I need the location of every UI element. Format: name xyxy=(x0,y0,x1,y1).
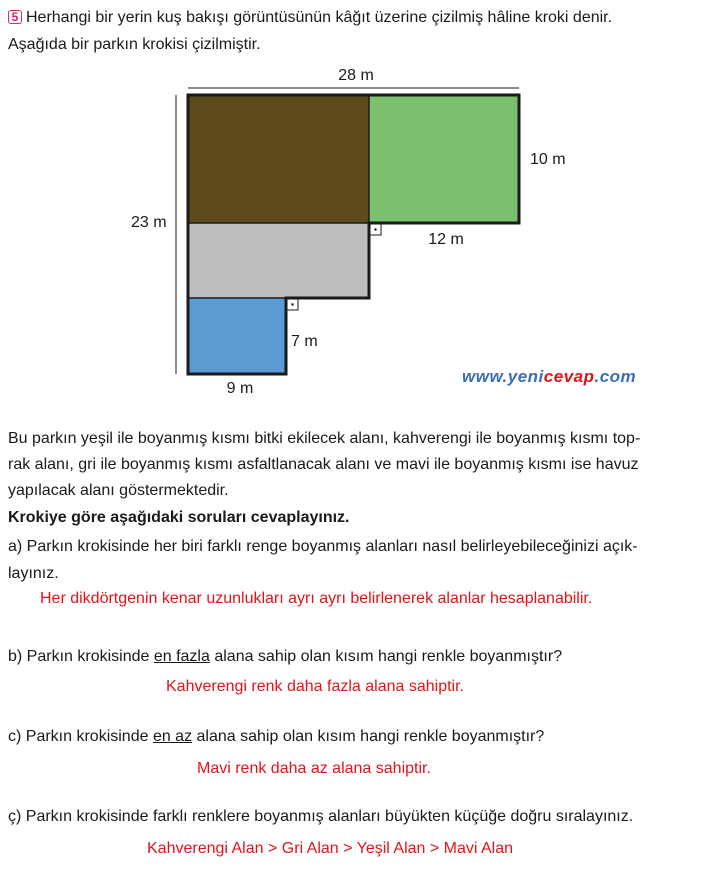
watermark: www.yenicevap.com xyxy=(462,367,637,386)
answer-b: Kahverengi renk daha fazla alana sahiptir. xyxy=(166,678,464,695)
description-line3: yapılacak alanı göstermektedir. xyxy=(8,482,229,499)
brown-area xyxy=(188,95,369,223)
right-angle-dot-1 xyxy=(374,228,376,230)
description-line1: Bu parkın yeşil ile boyanmış kısmı bitki ekilecek alanı, kahverengi ile boyanmış kısmı top- xyxy=(8,430,641,447)
question-number-badge: 5 xyxy=(8,10,22,24)
answer-c: Mavi renk daha az alana sahiptir. xyxy=(197,760,431,777)
label-top-28m: 28 m xyxy=(338,67,374,84)
question-intro-line1 xyxy=(8,8,612,28)
answer-d: Kahverengi Alan > Gri Alan > Yeşil Alan > Mavi Alan xyxy=(147,840,514,857)
right-angle-dot-2 xyxy=(291,303,293,305)
answer-a: Her dikdörtgenin kenar uzunlukları ayrı ayrı belirlenerek alanlar hesaplanabilir. xyxy=(40,590,593,607)
question-d: ç) Parkın krokisinde farklı renklere boyanmış alanları büyükten küçüğe doğru sıralayınız. xyxy=(8,808,634,825)
label-left-23m: 23 m xyxy=(131,214,167,231)
label-step-12m: 12 m xyxy=(428,231,464,248)
park-sketch xyxy=(0,60,706,405)
label-right-10m: 10 m xyxy=(530,151,566,168)
green-area xyxy=(369,95,519,223)
description-line2: rak alanı, gri ile boyanmış kısmı asfaltlanacak alanı ve mavi ile boyanmış kısmı ise havuz xyxy=(8,456,639,473)
gray-area xyxy=(188,223,369,298)
label-step-7m: 7 m xyxy=(291,333,318,350)
intro-text-1: Herhangi bir yerin kuş bakışı görüntüsünün kâğıt üzerine çizilmiş hâline kroki denir. xyxy=(26,9,613,26)
label-bottom-9m: 9 m xyxy=(226,380,254,397)
question-intro-line2: Aşağıda bir parkın krokisi çizilmiştir. xyxy=(8,36,261,53)
blue-area xyxy=(188,298,286,374)
underline-en-az: en az xyxy=(152,728,193,745)
underline-en-fazla: en fazla xyxy=(153,648,210,665)
question-c: c) Parkın krokisinde en az alana sahip olan kısım hangi renkle boyanmıştır? xyxy=(8,728,545,745)
question-b: b) Parkın krokisinde en fazla alana sahip olan kısım hangi renkle boyanmıştır? xyxy=(8,648,563,665)
question-a-line2: layınız. xyxy=(8,565,59,582)
instruction: Krokiye göre aşağıdaki soruları cevaplayınız. xyxy=(8,509,350,526)
question-a-line1: a) Parkın krokisinde her biri farklı renge boyanmış alanları nasıl belirleyebileceğinizi açık- xyxy=(8,538,638,555)
